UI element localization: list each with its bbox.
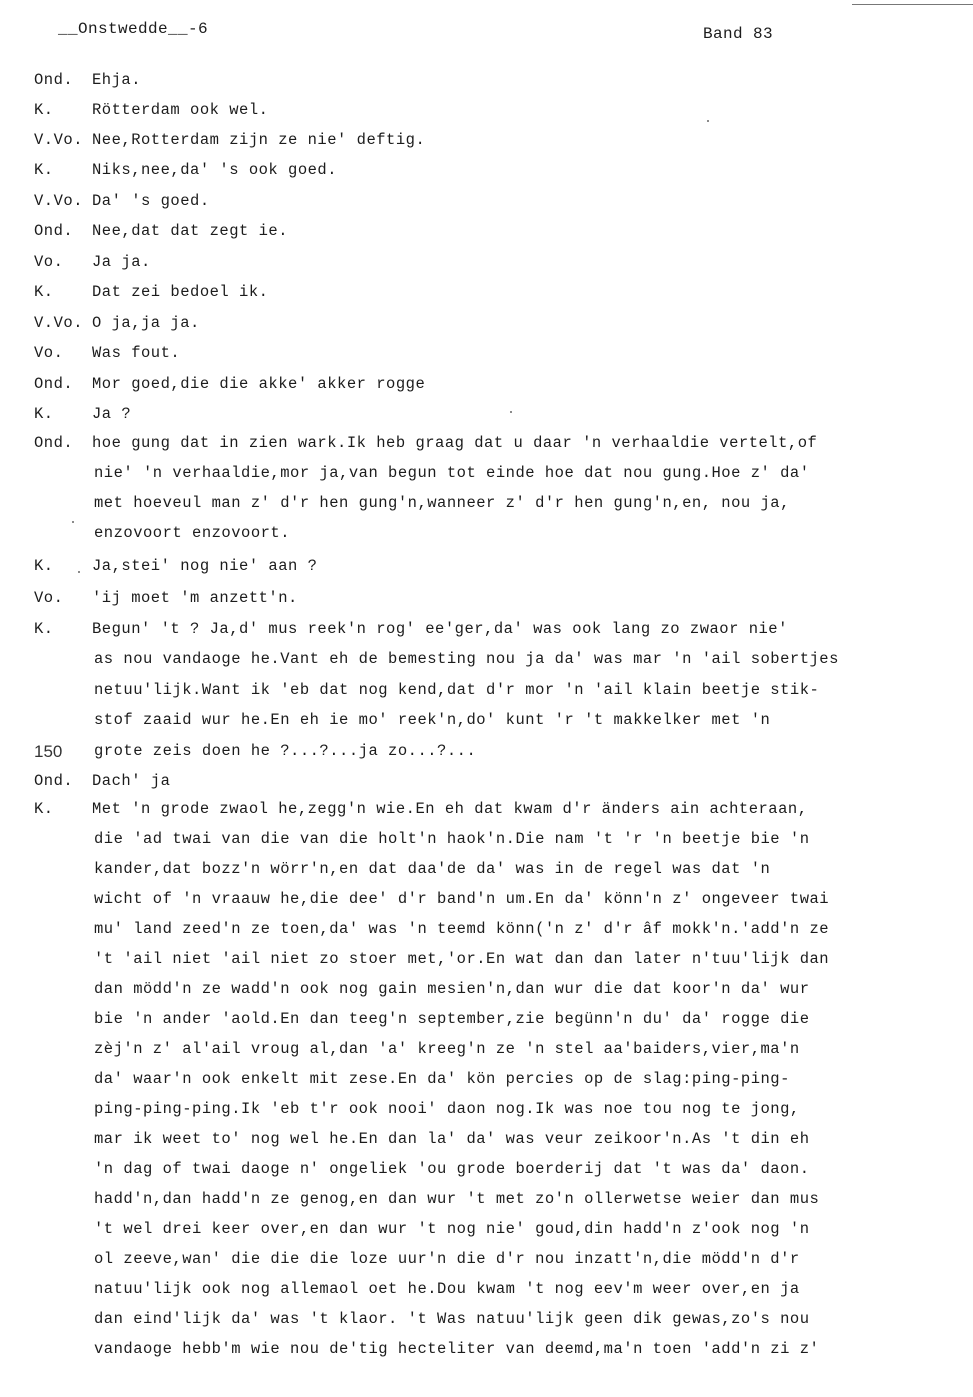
speaker-label: V.Vo. (34, 131, 84, 149)
line-text: Niks,nee,da' 's ook goed. (92, 161, 338, 179)
continuation-line: as nou vandaoge he.Vant eh de bemesting nou ja da' was mar 'n 'ail sobertjes (94, 650, 839, 668)
continuation-line: 't 'ail niet 'ail niet zo stoer met,'or.En wat dan dan later n'tuu'lijk dan (94, 950, 830, 968)
line-text: Dach' ja (92, 772, 171, 790)
continuation-line: mu' land zeed'n ze toen,da' was 'n teemd könn('n z' d'r âf mokk'n.'add'n ze (94, 920, 830, 938)
line-text: Ja ? (92, 405, 132, 423)
continuation-line: hadd'n,dan hadd'n ze genog,en dan wur 't met zo'n ollerwetse weier dan mus (94, 1190, 820, 1208)
line-text: Ehja. (92, 71, 142, 89)
line-text: O ja,ja ja. (92, 314, 200, 332)
speck (72, 521, 74, 523)
continuation-line: stof zaaid wur he.En eh ie mo' reek'n,do' kunt 'r 't makkelker met 'n (94, 711, 771, 729)
speaker-label: K. (34, 405, 54, 423)
speck (78, 571, 80, 573)
speaker-label: Vo. (34, 589, 64, 607)
speaker-label: K. (34, 620, 54, 638)
continuation-line: ol zeeve,wan' die die die loze uur'n die d'r nou inzatt'n,die mödd'n d'r (94, 1250, 800, 1268)
speaker-label: Ond. (34, 71, 74, 89)
continuation-line: netuu'lijk.Want ik 'eb dat nog kend,dat d'r mor 'n 'ail klain beetje stik- (94, 681, 820, 699)
speaker-label: Ond. (34, 434, 74, 452)
continuation-line: kander,dat bozz'n wörr'n,en dat daa'de da' was in de regel was dat 'n (94, 860, 771, 878)
continuation-line: ping-ping-ping.Ik 'eb t'r ook nooi' daon nog.Ik was noe tou nog te jong, (94, 1100, 800, 1118)
continuation-line: natuu'lijk ook nog allemaol oet he.Dou kwam 't nog eev'm weer over,en ja (94, 1280, 800, 1298)
line-text: Was fout. (92, 344, 181, 362)
speaker-label: K. (34, 283, 54, 301)
continuation-line: met hoeveul man z' d'r hen gung'n,wanneer z' d'r hen gung'n,en, nou ja, (94, 494, 790, 512)
continuation-line: wicht of 'n vraauw he,die dee' d'r band'n um.En da' könn'n z' ongeveer twai (94, 890, 830, 908)
continuation-line: mar ik weet to' nog wel he.En dan la' da' was veur zeikoor'n.As 't din eh (94, 1130, 810, 1148)
continuation-line: vandaoge hebb'm wie nou de'tig hecteliter van deemd,ma'n toen 'add'n zi z' (94, 1340, 820, 1358)
speck (707, 120, 709, 122)
line-text: Ja,stei' nog nie' aan ? (92, 557, 318, 575)
place-header: __Onstwedde__-6 (58, 20, 209, 38)
continuation-line: 't wel drei keer over,en dan wur 't nog nie' goud,din hadd'n z'ook nog 'n (94, 1220, 810, 1238)
continuation-line: da' waar'n ook enkelt mit zese.En da' kön percies op de slag:ping-ping- (94, 1070, 790, 1088)
continuation-line: dan eind'lijk da' was 't klaor. 't Was natuu'lijk geen dik gewas,zo's nou (94, 1310, 810, 1328)
line-text: Begun' 't ? Ja,d' mus reek'n rog' ee'ger,da' was ook lang zo zwaor nie' (92, 620, 788, 638)
band-label: Band 83 (703, 25, 774, 43)
top-rule (852, 4, 973, 5)
speaker-label: K. (34, 161, 54, 179)
line-text: Nee,Rotterdam zijn ze nie' deftig. (92, 131, 426, 149)
continuation-line: enzovoort enzovoort. (94, 524, 291, 542)
speaker-label: Ond. (34, 375, 74, 393)
continuation-line: dan mödd'n ze wadd'n ook nog gain mesien'n,dan wur die dat koor'n da' wur (94, 980, 810, 998)
speaker-label: V.Vo. (34, 314, 84, 332)
continuation-line: bie 'n ander 'aold.En dan teeg'n september,zie begünn'n du' da' rogge die (94, 1010, 810, 1028)
speaker-label: V.Vo. (34, 192, 84, 210)
continuation-line: grote zeis doen he ?...?...ja zo...?... (94, 742, 477, 760)
speaker-label: Ond. (34, 222, 74, 240)
speck (510, 411, 512, 413)
continuation-line: nie' 'n verhaaldie,mor ja,van begun tot einde hoe dat nou gung.Hoe z' da' (94, 464, 810, 482)
speaker-label: Ond. (34, 772, 74, 790)
line-text: Dat zei bedoel ik. (92, 283, 269, 301)
continuation-line: die 'ad twai van die van die holt'n haok'n.Die nam 't 'r 'n beetje bie 'n (94, 830, 810, 848)
line-text: Mor goed,die die akke' akker rogge (92, 375, 426, 393)
line-text: Rötterdam ook wel. (92, 101, 269, 119)
continuation-line: 'n dag of twai daoge n' ongeliek 'ou grode boerderij dat 't was da' daon. (94, 1160, 810, 1178)
continuation-line: zèj'n z' al'ail vroug al,dan 'a' kreeg'n ze 'n stel aa'baiders,vier,ma'n (94, 1040, 800, 1058)
line-text: Ja ja. (92, 253, 151, 271)
margin-number: 150 (34, 742, 63, 761)
line-text: Nee,dat dat zegt ie. (92, 222, 289, 240)
line-text: Da' 's goed. (92, 192, 210, 210)
speaker-label: Vo. (34, 344, 64, 362)
line-text: 'ij moet 'm anzett'n. (92, 589, 298, 607)
speaker-label: K. (34, 101, 54, 119)
speaker-label: Vo. (34, 253, 64, 271)
line-text: hoe gung dat in zien wark.Ik heb graag dat u daar 'n verhaaldie vertelt,of (92, 434, 818, 452)
line-text: Met 'n grode zwaol he,zegg'n wie.En eh dat kwam d'r änders ain achteraan, (92, 800, 808, 818)
speaker-label: K. (34, 800, 54, 818)
speaker-label: K. (34, 557, 54, 575)
